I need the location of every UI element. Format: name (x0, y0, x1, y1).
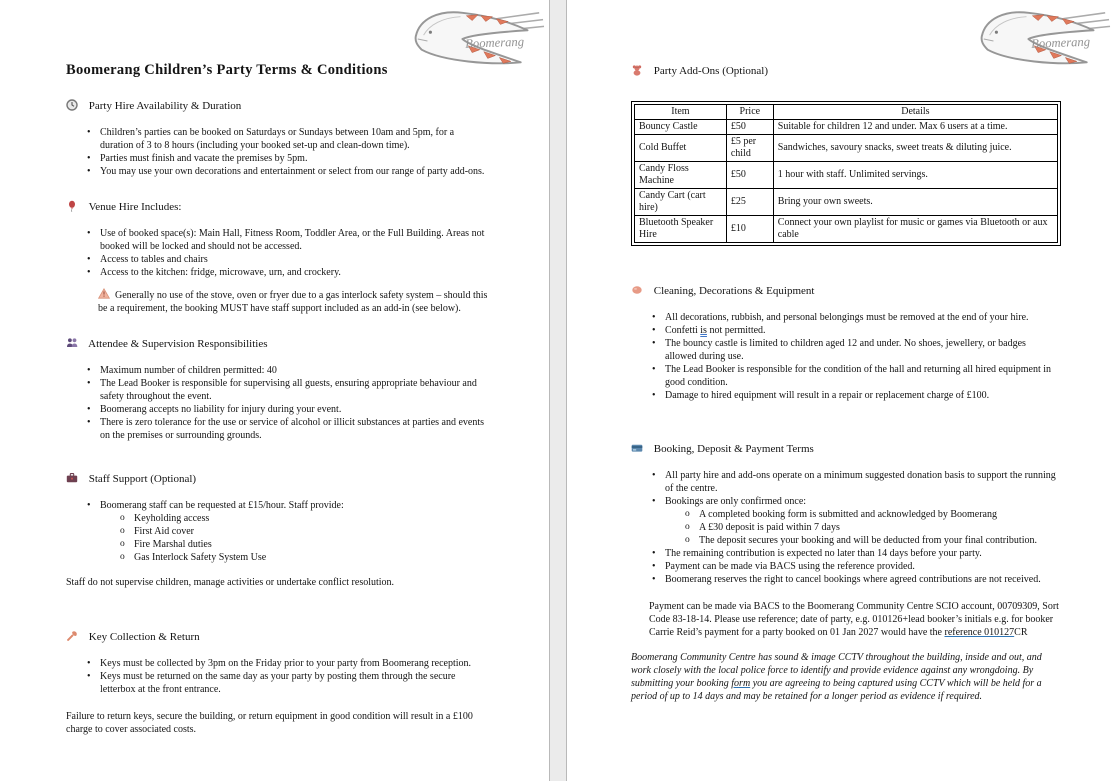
text-run: Confetti (665, 325, 701, 336)
wrench-icon (66, 630, 78, 642)
addon-cell-details: Sandwiches, savoury snacks, sweet treats & diluting juice. (773, 135, 1057, 162)
bullet-item: • All decorations, rubbish, and personal belongings must be removed at the end of your hire. (631, 311, 1059, 324)
bullet-item: • Children’s parties can be booked on Saturdays or Sundays between 10am and 5pm, for a duration of 3 to 8 hours (including your booked set-up and clean-down time). (66, 126, 489, 152)
underlined-text: is (700, 325, 707, 336)
addon-cell-details: 1 hour with staff. Unlimited servings. (773, 162, 1057, 189)
bullet-item: • Damage to hired equipment will result in a repair or replacement charge of £100. (631, 389, 1059, 402)
bullet-item: • Parties must finish and vacate the premises by 5pm. (66, 152, 489, 165)
teddy-bear-icon (631, 64, 643, 76)
warning-icon (98, 288, 110, 299)
table-header-row (635, 105, 1058, 120)
section-heading-text: Cleaning, Decorations & Equipment (653, 285, 815, 297)
bullet-item: • There is zero tolerance for the use or service of alcohol or illicit substances at parties and events on the premises or surrounding grounds. (66, 416, 489, 442)
addon-cell-price: £5 per child (726, 135, 773, 162)
bullet-item: • Payment can be made via BACS using the reference provided. (631, 560, 1059, 573)
page-title: Boomerang Children’s Party Terms & Conditions (66, 62, 388, 78)
addons-table-border (631, 101, 1061, 246)
paragraph: Staff do not supervise children, manage activities or undertake conflict resolution. (66, 577, 395, 588)
sub-bullet-list (665, 508, 1059, 547)
addon-cell-price: £50 (726, 120, 773, 135)
addon-cell-item: Candy Cart (cart hire) (635, 189, 727, 216)
section-party-hire-availability (66, 99, 489, 178)
section-heading (631, 442, 1059, 455)
text-run: you are agreeing to being captured using CCTV which will be held for a period of up to 14 days and may be retained for a longer period as evidence if required. (631, 678, 1042, 702)
addon-cell-price: £25 (726, 189, 773, 216)
addon-row (635, 189, 1058, 216)
addon-cell-item: Bouncy Castle (635, 120, 727, 135)
section-venue-hire (66, 200, 489, 315)
sub-bullet-item: o Gas Interlock Safety System Use (100, 551, 489, 564)
bullet-item: • Boomerang reserves the right to cancel bookings where agreed contributions are not received. (631, 573, 1059, 586)
sub-bullet-item: o First Aid cover (100, 525, 489, 538)
bullet-item: • The remaining contribution is expected no later than 14 days before your party. (631, 547, 1059, 560)
soap-icon (631, 284, 643, 296)
section-attendee-supervision (66, 337, 489, 442)
credit-card-icon (631, 442, 643, 454)
section-party-addons (631, 64, 1059, 251)
boomerang-logo-graphic (410, 6, 546, 68)
section-heading-text: Booking, Deposit & Payment Terms (653, 443, 814, 455)
addon-row (635, 162, 1058, 189)
bullet-list (66, 126, 489, 178)
section-heading-text: Party Hire Availability & Duration (88, 100, 242, 112)
boomerang-logo (410, 6, 546, 68)
logo-wordmark: Boomerang (1030, 34, 1091, 51)
section-heading (631, 284, 1059, 297)
addons-table-header (635, 105, 1058, 120)
briefcase-icon (66, 472, 78, 484)
section-heading-text: Party Add-Ons (Optional) (653, 65, 769, 77)
section-heading (66, 337, 489, 350)
bullet-item: • Boomerang staff can be requested at £15/hour. Staff provide: o Keyholding access o First Aid cover o Fire Marshal duties o Gas Interlock Safety System Use (66, 499, 489, 564)
text-run: CR (1014, 627, 1028, 638)
section-heading-text: Staff Support (Optional) (88, 473, 197, 485)
bullet-item: • Keys must be returned on the same day as your party by posting them through the secure letterbox at the front entrance. (66, 670, 489, 696)
section-heading (66, 472, 489, 485)
bullet-item: • Maximum number of children permitted: 40 (66, 364, 489, 377)
bullet-item: • The bouncy castle is limited to children aged 12 and under. No shoes, jewellery, or badges allowed during use. (631, 337, 1059, 363)
document-page-2 (566, 0, 1115, 781)
bullet-item: • Access to the kitchen: fridge, microwave, urn, and crockery. (66, 266, 489, 279)
bullet-list (631, 469, 1059, 586)
payment-instructions-paragraph (631, 600, 1059, 639)
section-cleaning-equipment (631, 284, 1059, 402)
sub-bullet-item: o A completed booking form is submitted and acknowledged by Boomerang (665, 508, 1059, 521)
sub-bullet-item: o Fire Marshal duties (100, 538, 489, 551)
bullet-list (66, 227, 489, 279)
addon-cell-item: Bluetooth Speaker Hire (635, 216, 727, 243)
section-staff-support (66, 472, 489, 589)
section-key-collection (66, 630, 489, 736)
section-booking-payment (631, 442, 1059, 703)
bullet-list (66, 657, 489, 696)
addon-row (635, 135, 1058, 162)
bullet-item: • Access to tables and chairs (66, 253, 489, 266)
section-heading-text: Attendee & Supervision Responsibilities (88, 338, 268, 350)
text-run: Boomerang Community Centre has sound & image CCTV throughout the building, inside and out, and work closely with the local police force to identify and provide evidence against any wrongdoing. By submitting your booking (631, 652, 1042, 689)
cctv-notice-paragraph (631, 651, 1059, 703)
sub-bullet-item: o The deposit secures your booking and will be deducted from your final contribution. (665, 534, 1059, 547)
sub-bullet-item: o A £30 deposit is paid within 7 days (665, 521, 1059, 534)
document-page-1 (0, 0, 550, 781)
warning-note-text: Generally no use of the stove, oven or fryer due to a gas interlock safety system – should this be a requirement, the booking MUST have staff support included as an add-in (see below). (98, 290, 488, 314)
col-header-item: Item (635, 105, 727, 120)
addons-table-body (635, 120, 1058, 243)
warning-note (66, 288, 489, 315)
addon-cell-price: £50 (726, 162, 773, 189)
section-heading-text: Key Collection & Return (88, 631, 200, 643)
addon-cell-details: Bring your own sweets. (773, 189, 1057, 216)
col-header-details: Details (773, 105, 1057, 120)
section-heading (66, 200, 489, 213)
bullet-list (631, 311, 1059, 402)
sub-bullet-item: o Keyholding access (100, 512, 489, 525)
addon-cell-details: Suitable for children 12 and under. Max 6 users at a time. (773, 120, 1057, 135)
bullet-item: • Use of booked space(s): Main Hall, Fitness Room, Toddler Area, or the Full Building. Areas not booked will be locked and should not be accessed. (66, 227, 489, 253)
bullet-item: • You may use your own decorations and entertainment or select from our range of party add-ons. (66, 165, 489, 178)
bullet-item: • The Lead Booker is responsible for supervising all guests, ensuring appropriate behaviour and safety throughout the event. (66, 377, 489, 403)
addon-cell-details: Connect your own playlist for music or games via Bluetooth or aux cable (773, 216, 1057, 243)
paragraph: Failure to return keys, secure the building, or return equipment in good condition will result in a £100 charge to cover associated costs. (66, 711, 473, 735)
addons-table (634, 104, 1058, 243)
addon-cell-item: Cold Buffet (635, 135, 727, 162)
section-heading (66, 630, 489, 643)
form-link[interactable]: form (731, 678, 751, 689)
addon-cell-item: Candy Floss Machine (635, 162, 727, 189)
boomerang-logo-graphic (976, 6, 1112, 68)
text-run: Payment can be made via BACS to the Boomerang Community Centre SCIO account, 00709309, Sort Code 83-18-14. Please use reference; date of party, e.g. 010126+lead booker’s initials e.g. for booker Carrie Reid’s payment for a party booked on 01 Jan 2027 would have the (649, 601, 1059, 638)
addon-row (635, 120, 1058, 135)
people-icon (66, 337, 78, 349)
section-heading (66, 99, 489, 112)
col-header-price: Price (726, 105, 773, 120)
clock-icon (66, 99, 78, 111)
boomerang-logo (976, 6, 1112, 68)
addon-cell-price: £10 (726, 216, 773, 243)
bullet-item: • Boomerang accepts no liability for injury during your event. (66, 403, 489, 416)
sub-bullet-list (100, 512, 489, 564)
bullet-list (66, 499, 489, 564)
text-run: not permitted. (706, 325, 766, 336)
reference-link[interactable]: reference 010127 (944, 627, 1015, 638)
balloon-icon (66, 200, 78, 212)
bullet-item: • Keys must be collected by 3pm on the Friday prior to your party from Boomerang reception. (66, 657, 489, 670)
bullet-item (631, 324, 1059, 337)
bullet-item: • All party hire and add-ons operate on a minimum suggested donation basis to support the running of the centre. (631, 469, 1059, 495)
bullet-item: • Bookings are only confirmed once: o A completed booking form is submitted and acknowledged by Boomerang o A £30 deposit is paid within 7 days o The deposit secures your booking and will be deducted from your final contribution. (631, 495, 1059, 547)
bullet-list (66, 364, 489, 442)
addon-row (635, 216, 1058, 243)
logo-wordmark: Boomerang (464, 34, 525, 51)
bullet-item: • The Lead Booker is responsible for the condition of the hall and returning all hired equipment in good condition. (631, 363, 1059, 389)
section-heading-text: Venue Hire Includes: (88, 201, 182, 213)
